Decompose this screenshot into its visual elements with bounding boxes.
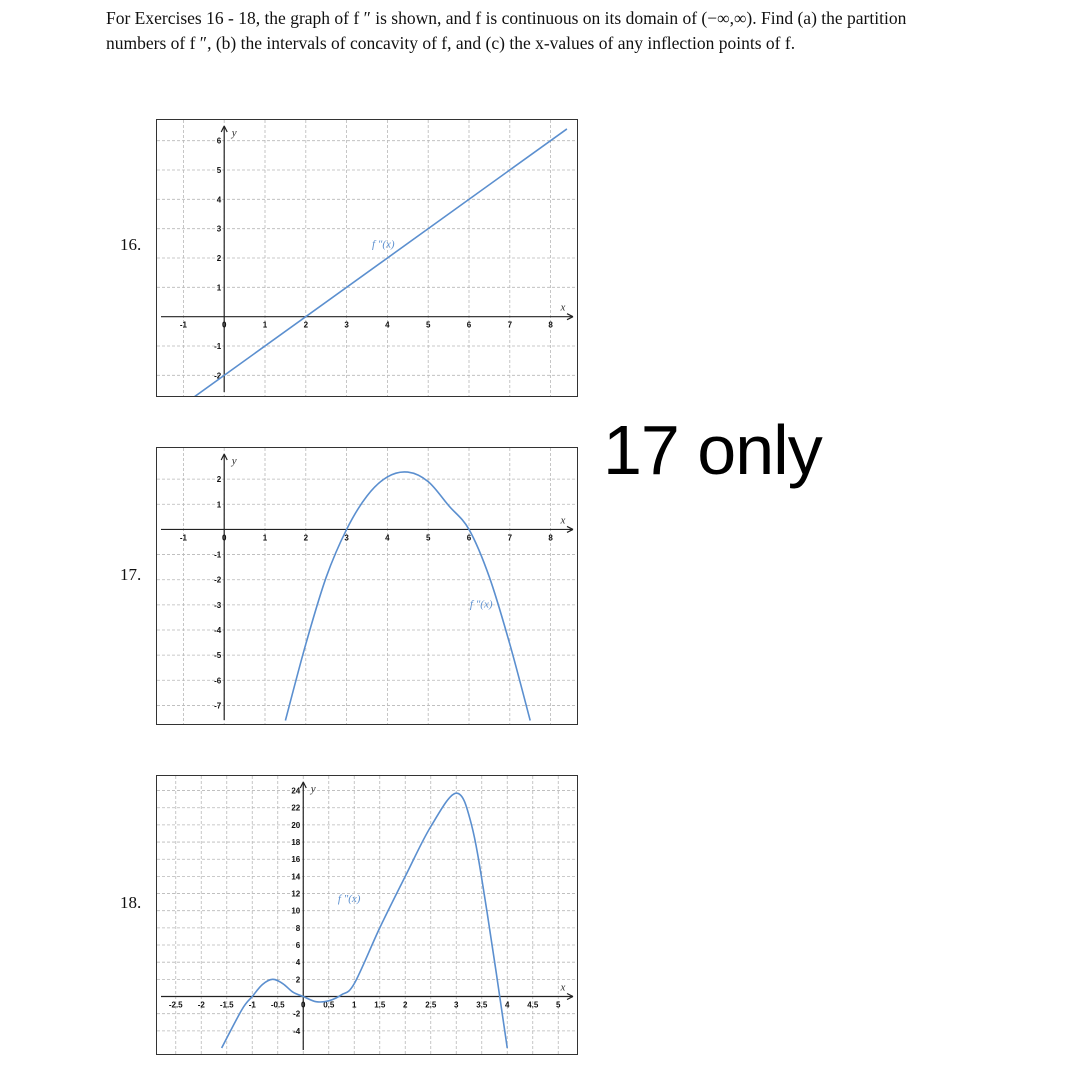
x-tick-label: -1 [179, 320, 187, 330]
f-double-prime-curve [285, 472, 530, 721]
x-tick-label: -0.5 [270, 1000, 285, 1010]
exercise-17-number: 17. [120, 565, 142, 584]
x-tick-label: 2 [303, 533, 309, 543]
y-tick-label: 2 [216, 254, 222, 263]
x-tick-label: 7 [507, 533, 513, 543]
x-tick-label: -1 [179, 533, 187, 543]
x-tick-label: 7 [507, 320, 513, 330]
x-tick-label: 8 [548, 320, 553, 330]
handwritten-note: 17 only [603, 411, 822, 489]
exercise-18-number: 18. [120, 893, 142, 912]
x-tick-label: 2.5 [425, 1000, 437, 1010]
curve-label: f ″(x) [372, 238, 395, 251]
y-tick-label: 6 [216, 136, 222, 146]
y-tick-label: 3 [216, 224, 222, 234]
y-tick-label: 4 [216, 195, 222, 205]
y-tick-label: 20 [291, 820, 301, 830]
y-tick-label: 1 [216, 500, 222, 510]
y-axis-label: y [231, 455, 237, 467]
curve-label: f ″(x) [469, 598, 493, 611]
y-tick-label: 2 [295, 975, 301, 985]
y-tick-label: -1 [214, 342, 222, 351]
y-tick-label: 1 [216, 283, 222, 293]
graph-18-svg [157, 776, 577, 1054]
y-tick-label: 12 [291, 889, 301, 899]
x-tick-label: 0 [221, 320, 227, 330]
x-tick-label: 4 [385, 320, 390, 330]
x-tick-label: 0 [221, 533, 227, 543]
y-tick-label: 2 [216, 475, 222, 485]
f-double-prime-curve [183, 129, 567, 396]
x-tick-label: 3.5 [476, 1000, 488, 1010]
y-tick-label: 8 [295, 923, 301, 933]
x-axis-label: x [560, 301, 566, 314]
y-tick-label: -2 [214, 575, 222, 585]
y-tick-label: -6 [214, 676, 222, 686]
y-tick-label: 22 [291, 803, 301, 813]
y-tick-label: -2 [293, 1009, 301, 1019]
x-tick-label: 5 [556, 1000, 561, 1010]
curve-label: f ″(x) [337, 893, 361, 906]
f-double-prime-curve [219, 793, 508, 1048]
x-tick-label: 5 [425, 320, 431, 330]
x-tick-label: 0.5 [323, 1000, 335, 1010]
y-axis-label: y [231, 127, 237, 139]
x-tick-label: 2 [403, 1000, 408, 1010]
graph-18 [156, 775, 578, 1055]
x-axis-label: x [560, 514, 566, 527]
x-tick-label: 6 [466, 533, 472, 543]
graph-16-svg [157, 120, 577, 396]
y-tick-label: -4 [293, 1026, 301, 1036]
y-tick-label: 6 [295, 941, 301, 951]
y-tick-label: 18 [291, 838, 301, 848]
x-tick-label: 2 [303, 320, 309, 330]
graph-17 [156, 447, 578, 725]
x-tick-label: 1.5 [374, 1000, 386, 1010]
graph-17-svg [157, 448, 577, 724]
exercise-16-number: 16. [120, 235, 142, 254]
y-tick-label: 4 [295, 958, 301, 968]
x-tick-label: 3 [344, 533, 349, 543]
x-tick-label: 8 [548, 533, 553, 543]
x-tick-label: 4.5 [527, 1000, 539, 1010]
x-tick-label: 5 [425, 533, 431, 543]
x-axis-label: x [560, 981, 566, 994]
y-axis-label: y [310, 783, 316, 795]
y-tick-label: 10 [291, 906, 301, 916]
x-tick-label: 1 [262, 320, 268, 330]
y-tick-label: 14 [291, 872, 301, 882]
y-tick-label: -3 [214, 600, 222, 610]
problem-statement: For Exercises 16 - 18, the graph of f ″ is shown, and f is continuous on its domain of (−∞,∞). Find (a) the partition numbers of f ″, (b) the intervals of concavity of f, and (c) the x-values of any inflection points of f. [106, 8, 907, 53]
x-tick-label: -1 [248, 1000, 256, 1010]
y-tick-label: -5 [214, 651, 222, 661]
x-tick-label: 3 [454, 1000, 459, 1010]
x-tick-label: -2.5 [168, 1000, 183, 1010]
graph-16 [156, 119, 578, 397]
x-tick-label: 0 [301, 1000, 306, 1010]
y-tick-label: -2 [214, 371, 222, 381]
y-tick-label: -7 [214, 701, 222, 711]
x-tick-label: 4 [505, 1000, 510, 1010]
y-tick-label: 5 [216, 166, 222, 175]
x-tick-label: 4 [385, 533, 390, 543]
y-tick-label: 16 [291, 855, 301, 865]
x-tick-label: 6 [466, 320, 472, 330]
x-tick-label: 3 [344, 320, 349, 330]
y-tick-label: -4 [214, 626, 222, 635]
x-tick-label: 1 [352, 1000, 357, 1010]
y-tick-label: 24 [291, 786, 301, 796]
x-tick-label: -1.5 [219, 1000, 234, 1010]
y-tick-label: -1 [214, 550, 222, 560]
x-tick-label: 1 [262, 533, 268, 543]
x-tick-label: -2 [197, 1000, 205, 1010]
